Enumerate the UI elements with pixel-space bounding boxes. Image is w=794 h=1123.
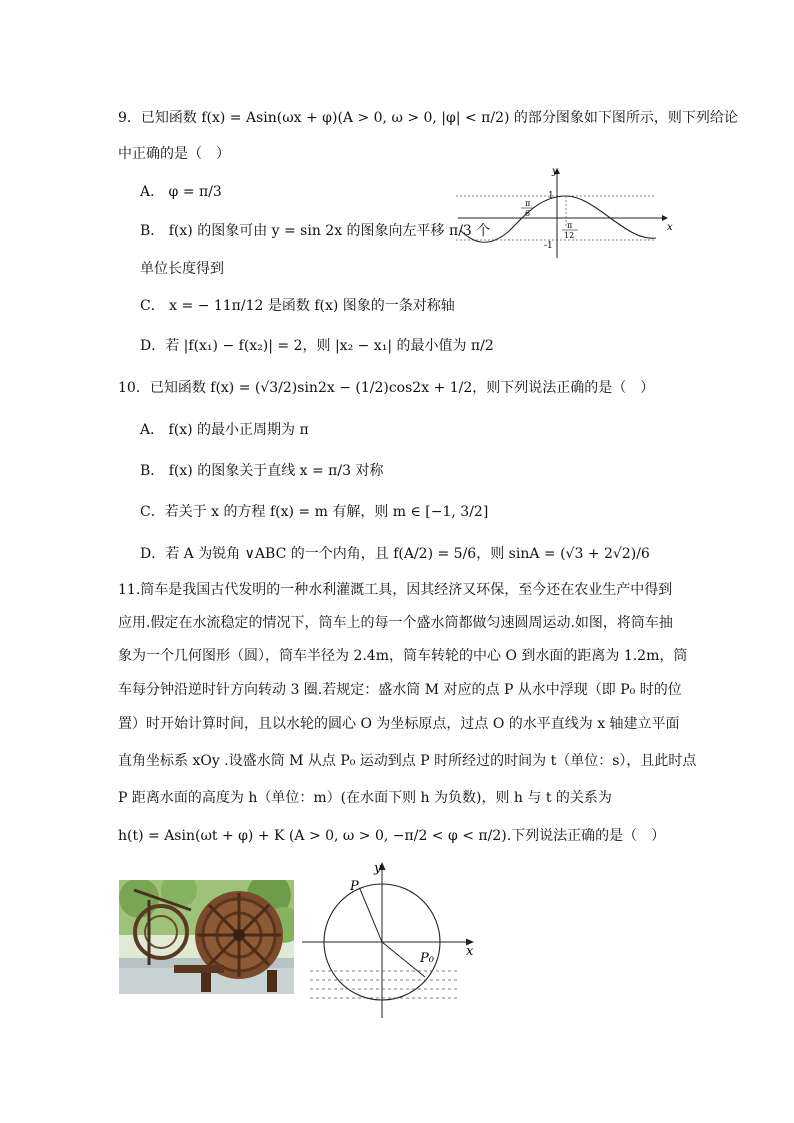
graph-tick-pi12-den: 12: [564, 231, 575, 240]
water-wheel-photo: [119, 880, 294, 994]
q11-line3: 象为一个几何图形（圆），筒车半径为 2.4m，筒车转轮的中心 O 到水面的距离为 1.2m，筒: [118, 648, 688, 664]
radius-op0: [382, 942, 425, 977]
point-p-label: P: [350, 879, 359, 894]
graph-tick-neg1: -1: [544, 241, 553, 251]
q9-option-b: B． f(x) 的图象可由 y = sin 2x 的图象向左平移 π/3 个: [140, 223, 491, 239]
q11-line7: P 距离水面的高度为 h（单位：m）(在水面下则 h 为负数)，则 h 与 t 的关系为: [118, 790, 612, 806]
q11-line2: 应用.假定在水流稳定的情况下，筒车上的每一个盛水筒都做匀速圆周运动.如图，将筒车抽: [118, 615, 673, 631]
q9-stem-line1: 9．已知函数 f(x) = Asin(ωx + φ)(A > 0, ω > 0, |φ| < π/2) 的部分图象如下图所示，则下列给论: [118, 110, 738, 126]
q11-line1: 11.筒车是我国古代发明的一种水利灌溉工具，因其经济又环保，至今还在农业生产中得到: [118, 582, 673, 598]
q9-option-d: D．若 |f(x₁) − f(x₂)| = 2，则 |x₂ − x₁| 的最小值为 π/2: [140, 338, 494, 354]
radius-op: [360, 889, 382, 942]
point-p0-label: P₀: [420, 951, 434, 966]
graph-x-arrow: [662, 215, 668, 221]
graph-tick-pi6-den: 6: [525, 209, 531, 218]
q10-option-b: B． f(x) 的图象关于直线 x = π/3 对称: [140, 463, 384, 479]
q9-option-a: A． φ = π/3: [140, 184, 222, 200]
q10-stem: 10．已知函数 f(x) = (√3/2)sin2x − (1/2)cos2x + 1/2，则下列说法正确的是（ ）: [118, 380, 655, 396]
q9-sine-graph: [456, 160, 676, 260]
graph-tick-pi12-num: π: [567, 221, 573, 230]
q9-option-c: C． x = − 11π/12 是函数 f(x) 图象的一条对称轴: [140, 298, 455, 314]
q11-line5: 置）时开始计算时间，且以水轮的圆心 O 为坐标原点，过点 O 的水平直线为 x 轴建立平面: [118, 716, 680, 732]
q10-option-d: D．若 A 为锐角 ∨ABC 的一个内角，且 f(A/2) = 5/6，则 sinA = (√3 + 2√2)/6: [140, 546, 650, 562]
wheel-y-label: y: [374, 861, 382, 876]
q9-stem-line2: 中正确的是（ ）: [118, 146, 230, 162]
graph-x-label: x: [667, 222, 673, 233]
q10-option-c: C．若关于 x 的方程 f(x) = m 有解，则 m ∈ [−1, 3/2]: [140, 504, 489, 520]
graph-tick-pi6-num: π: [525, 199, 531, 208]
graph-tick-1: 1: [548, 191, 554, 201]
water-wheel-diagram: [300, 858, 480, 1020]
q11-line8: h(t) = Asin(ωt + φ) + K (A > 0, ω > 0, −π/2 < φ < π/2).下列说法正确的是（ ）: [118, 828, 666, 844]
q10-option-a: A． f(x) 的最小正周期为 π: [140, 422, 309, 438]
q11-line4: 车每分钟沿逆时针方向转动 3 圈.若规定：盛水筒 M 对应的点 P 从水中浮现（即 P₀ 时的位: [118, 682, 682, 698]
q11-line6: 直角坐标系 xOy .设盛水筒 M 从点 P₀ 运动到点 P 时所经过的时间为 t（单位：s），且此时点: [118, 753, 697, 769]
wheel-x-label: x: [466, 944, 474, 959]
graph-y-label: y: [552, 166, 558, 177]
q9-option-b-cont: 单位长度得到: [140, 261, 224, 277]
sine-curve: [460, 196, 656, 242]
